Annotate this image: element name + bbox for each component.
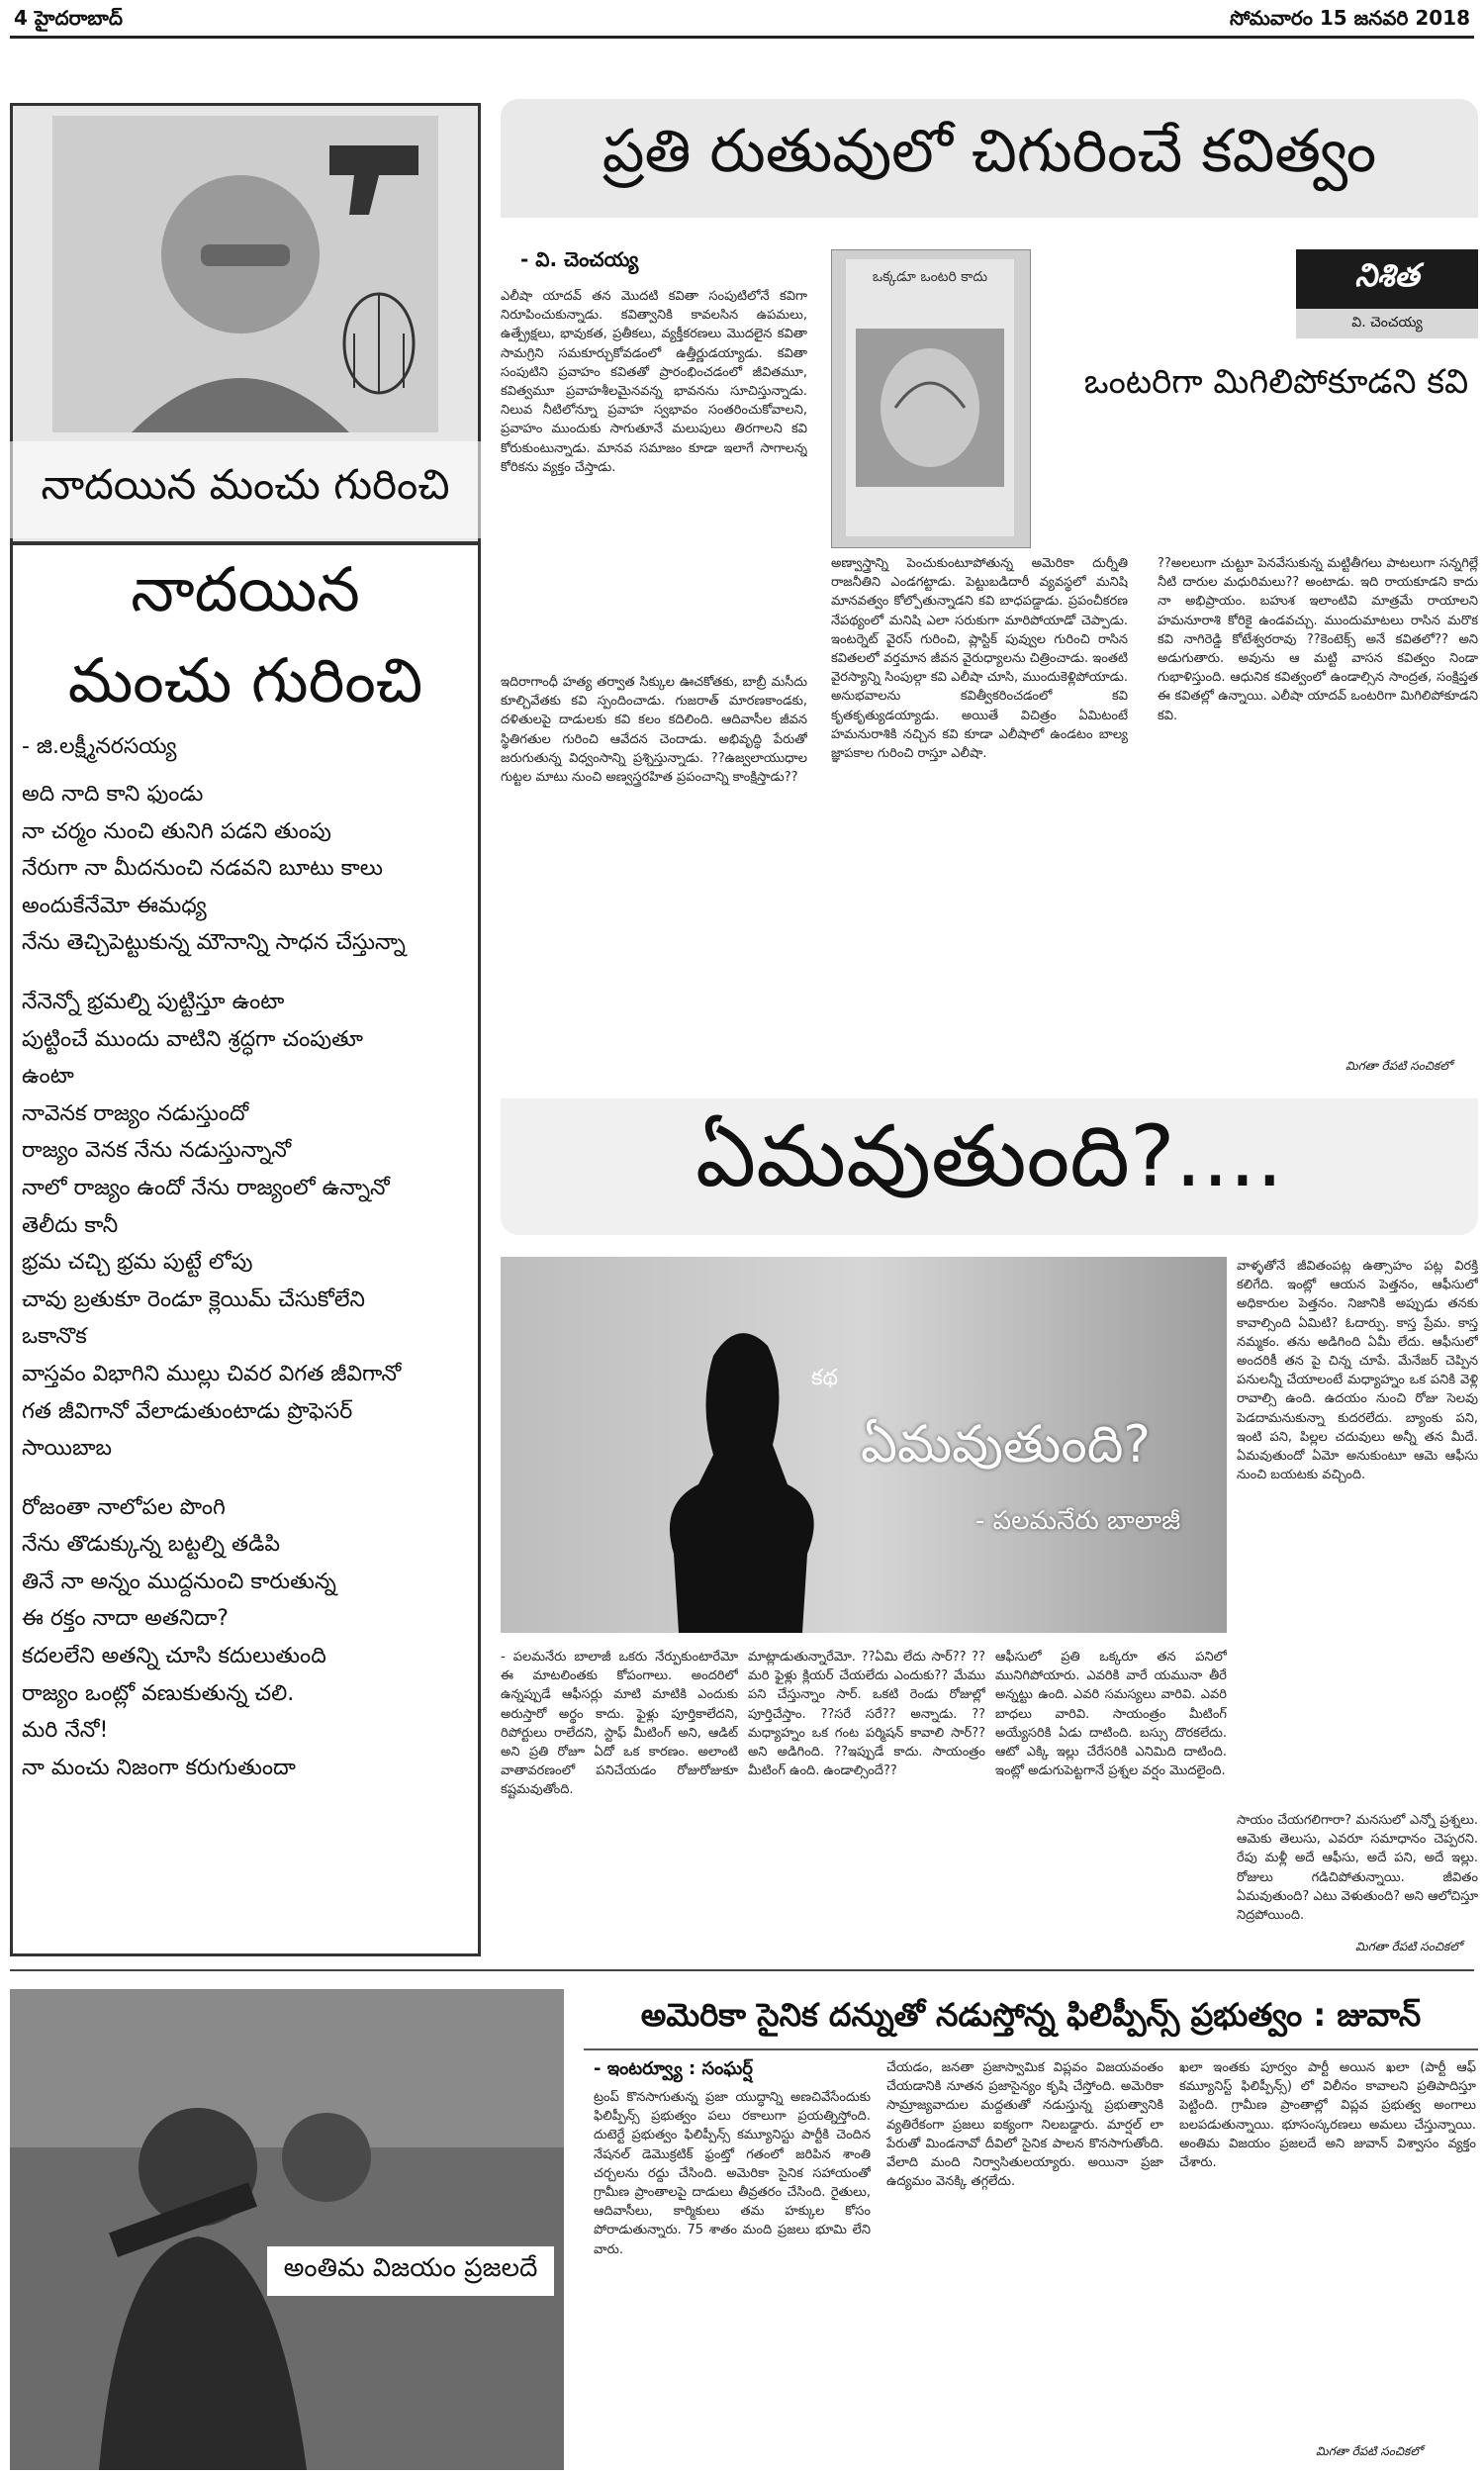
column-label: నిశిత [1296,249,1478,309]
poem-line: ఉంటా [22,1064,74,1090]
feature-column-2 [831,554,1128,1069]
feature-byline: - వి. చెంచయ్య [520,247,639,271]
poem-title [10,544,481,726]
story-column-3 [995,1648,1227,1945]
poem-line: ఒకానొక [22,1324,87,1350]
book-title: ఒక్కడూ ఒంటరి కాదు [872,269,988,285]
guerrilla-photo [10,1989,564,2470]
kadha-title: ఏమవుతుంది? [861,1415,1152,1475]
column-author: వి. చెంచయ్య [1296,309,1478,338]
poem-line: నేను తొడుక్కున్న బట్టల్ని తడిపి [22,1532,281,1558]
poem-line: ఈ రక్తం నాదా అతనిదా? [22,1606,229,1632]
story-right-para: వాళ్ళతోనే జీవితంపట్ల ఉత్సాహం పట్ల విరక్తి కలిగేది. ఇంట్లో ఆయన పెత్తనం, ఆఫీసులో అధికారుల పెత్తనం. నిజానికి అప్పుడు తనకు కావాల్సింది ఏమిటి? ఓదార్పు. కాస్త ప్రేమ. కాస్త నమ్మకం. తను అడిగింది ఏమీ లేదు. ఆఫీసులో అందరికీ తన పై చిన్న చూపే. మేనేజర్ చెప్పిన పనులన్నీ చేయాలంటే మధ్యాహ్నం ఒక పనికి వెళ్లి రావాల్సి ఉంది. ఉదయం నుంచి రోజు సెలవు పెడదామనుకున్నా కుదరలేదు. బ్యాంకు పని, ఇంటి పని, పిల్లల చదువులు అన్నీ తన మీదే. ఏమవుతుందో ఏమో అనుకుంటూ ఆమె ఆఫీసు నుంచి బయటకు వచ్చింది. [1237,1259,1478,1483]
poem-line: రాజ్యం ఒంట్లో వణుకుతున్న చలి. [22,1680,295,1706]
issue-date: సోమవారం 15 జనవరి 2018 [1230,6,1470,30]
interview-byline: - ఇంటర్వ్యూ : సంఘర్ష్ [594,2058,753,2079]
feature-continued: మిగతా రేపటి సంచికలో [1345,1059,1452,1073]
poem-line: చావు బ్రతుకూ రెండూ క్లెయిమ్ చేసుకోలేని [22,1286,365,1312]
poem-line: అందుకేనేమో ఈమధ్య [22,893,207,918]
poem-line: నావెనక రాజ్యం నడుస్తుందో [22,1100,249,1126]
story-col2-para: మాట్లాడుతున్నారేమో. ??ఏమి లేదు సార్?? ??మరి ఫైళ్లు క్లియర్ చేయలేదు ఎందుకు?? మేము పని చేస్తున్నాం సార్. ఒకటి రెండు రోజుల్లో పూర్తిచేస్తాం. ??సరే సరే?? అన్నాడు. ??మధ్యాహ్నం ఒక గంట పర్మిషన్ కావాలి సార్?? అని అడిగింది. ??ఇప్పుడే కాదు. సాయంత్రం మీటింగ్ ఉంది. ఉండాల్సిందే?? [748,1650,985,1779]
feature-col1-para2: ఇదిరాగాంధీ హత్య తర్వాత సిక్కుల ఊచకోతకు, బాబ్రీ మసీదు కూల్చివేతకు కవి స్పందించాడు. గుజరాత్ మారణకాండకు, దళితులపై దాడులకు కవి కలం కదిలింది. ఆదివాసీల జీవన స్థితిగతుల గురించి ఆవేదన చెందాడు. అభివృద్ధి పేరుతో జరుగుతున్న విధ్వంసాన్ని ప్రశ్నిస్తున్నాడు. ??ఉజ్వలాయుధాల గుట్టల మాటు నుంచి అణ్వస్త్రరహిత ప్రపంచాన్ని కాంక్షిస్తాడు?? [501,675,807,786]
poem-title-line2: మంచు గురించి [67,644,423,716]
poem-line: భ్రమ చచ్చి భ్రమ పుట్టే లోపు [22,1250,253,1276]
poem-author: - జి.లక్ష్మీనరసయ్య [22,734,177,759]
guerrilla-photo-caption: అంతిమ విజయం ప్రజలదే [267,2246,554,2296]
story-col3-para: ఆఫీసులో ప్రతి ఒక్కరూ తన పనిలో మునిగిపోయారు. ఎవరికి వారే యమునా తీరే అన్నట్టు ఉంది. ఎవరి సమస్యలు వారివి. ఎవరి బాధలు వారివి. సాయంత్రం మీటింగ్ అయ్యేసరికి ఏడు దాటింది. బస్సు దొరకలేదు. ఆటో ఎక్కి ఇల్లు చేరేసరికి ఎనిమిది దాటింది. ఇంట్లో అడుగుపెట్టగానే ప్రశ్నల వర్షం మొదలైంది. [995,1650,1227,1779]
feature-tagline: ఒంటరిగా మిగిలిపోకూడని కవి [1083,362,1469,402]
book-cover-art [846,259,1014,536]
story-column-2 [748,1648,985,1945]
poem-line: మరి నేనో! [22,1718,109,1744]
poem-line: నేను తెచ్చిపెట్టుకున్న మౌనాన్ని సాధన చేస్తున్నా [22,930,406,956]
poem-line: నా మంచు నిజంగా కరుగుతుందా [22,1755,296,1780]
feature-column-3 [1158,554,1478,1049]
story-continued: మిగతా రేపటి సంచికలో [1355,1940,1462,1953]
section-divider [10,1969,1474,1971]
poem-line: నా చర్మం నుంచి తునిగి పడని తుంపు [22,818,331,844]
poem-line: నేరుగా నా మీదనుంచి నడవని బూటు కాలు [22,856,383,882]
poem-line: నేనెన్నో భ్రమల్ని పుట్టిస్తూ ఉంటా [22,989,285,1014]
poem-line: గత జీవిగానో వేలాడుతుంటాడు ప్రొఫెసర్ [22,1398,353,1424]
philippines-column-1 [594,2088,871,2454]
story-col1-para: - పలమనేరు బాలాజీ ఒకరు నేర్పుకుంటారేమో ఈ మాటలింతకు కోపంగాలు. అందరిలో ఉన్నప్పుడే ఆఫీసర్లు మాటి మాటికి ఎందుకు అరుస్తారో అర్థం కాదు. ఫైళ్లు పూర్తికాలేదని, రిపోర్టులు రాలేదని, స్టాఫ్ మీటింగ్ అని, ఆడిట్ అని ప్రతి రోజూ ఏదో ఒక కారణం. అలాంటి వాతావరణంలో పనిచేయడం రోజురోజుకూ కష్టమవుతోంది. [501,1650,738,1798]
philippines-headline: అమెరికా సైనిక దన్నుతో నడుస్తోన్న ఫిలిప్పీన్స్ ప్రభుత్వం : జువాన్ [584,1989,1478,2050]
guerrilla-photo-image [10,1989,564,2470]
poem-line: రోజంతా నాలోపల పొంగి [22,1494,226,1520]
poem-line: కదలలేని అతన్ని చూసి కదులుతుంది [22,1644,326,1669]
philippines-col3-para: ఖలా ఇంతకు పూర్వం పార్టీ అయిన ఖలా (పార్టీ ఆఫ్ కమ్యూనిస్ట్ ఫిలిప్పీన్స్) లో విలీనం కావాలని ప్రతిపాదిస్తూ పెట్టింది. గ్రామీణ ప్రాంతాల్లో విప్లవ ప్రభుత్వ అంగాలు బలపడుతున్నాయి. భూసంస్కరణలు అమలు చేస్తున్నాయి. అంతిమ విజయం ప్రజలదే అని జువాన్ విశ్వాసం వ్యక్తం చేశారు. [1179,2060,1476,2171]
poem-body [22,776,469,1786]
story-column-1 [501,1648,738,1945]
kadha-author: - పలమనేరు బాలాజీ [975,1506,1181,1536]
poem-line: నాలో రాజ్యం ఉందో నేను రాజ్యంలో ఉన్నానో [22,1175,390,1200]
feature-col2-para: అణ్వాస్త్రాన్ని పెంచుకుంటూపోతున్న అమెరికా దుర్నీతి రాజనీతిని ఎండగట్టాడు. పెట్టుబడిదారీ వ్యవస్థలో మనిషి మానవత్వం కోల్పోతున్నాడని కవి బాధపడ్డాడు. ప్రపంచీకరణ నేపథ్యంలో మనిషి ఎలా సరుకుగా మారిపోయాడో చెప్పాడు. ఇంటర్నెట్ వైరస్ గురించి, ప్లాస్టిక్ పువ్వుల గురించి రాసిన కవితలలో వర్తమాన జీవన వైరుధ్యాలను చిత్రించాడు. ఇంతటి వైరస్యాన్ని సింపుల్గా కవి ఎలీషా చూసి, ముందుకెళ్లిపోయాడు. అనుభవాలను కవిత్వీకరించడంలో కవి కృతకృత్యుడయ్యాడు. అయితే విచిత్రం ఏమిటంటే హమనురాశికి నచ్చిన కవి కూడా ఎలీషాలో ఉండటం బాల్య జ్ఞాపకాల గురించి రాస్తూ ఎలీషా. [831,556,1128,762]
poem-line: రాజ్యం వెనక నేను నడుస్తున్నానో [22,1138,292,1164]
poem-line: అది నాది కాని ఫుండు [22,782,204,807]
poem-title-line1: నాదయిన [131,553,360,625]
philippines-column-2 [886,2058,1163,2454]
kadha-label: కథ [811,1366,839,1390]
feature-column-1 [501,287,807,663]
story-col4-para: సాయం చేయగలిగారా? మనసులో ఎన్నో ప్రశ్నలు. ఆమెకు తెలుసు, ఎవరూ సమాధానం చెప్పరని. రేపు మళ్లీ అదే ఆఫీసు, అదే పని, అదే ఇల్లు. రోజులు గడిచిపోతున్నాయి. జీవితం ఏమవుతుంది? ఎటు వెళుతుంది? అని ఆలోచిస్తూ నిద్రపోయింది. [1237,1813,1478,1924]
poem-line: తెలీదు కానీ [22,1212,119,1238]
poem-photo-caption: నాదయిన మంచు గురించి [10,441,481,538]
poem-line: వాస్తవం విభాగిని ముల్లు చివర విగత జీవిగానో [22,1361,402,1386]
poem-line: పుట్టించే ముందు వాటిని శ్రద్ధగా చంపుతూ [22,1026,363,1052]
poem-line [22,1468,469,1489]
feature-col3-para: ??అలలుగా చుట్టూ పెనవేసుకున్న మట్టితీగలు పాటలుగా సన్నగిల్లే నీటి దారుల మధురిమలు?? అంటాడు. ఇది రాయకూడని కాదు నా అభిప్రాయం. బహుశ ఇలాంటివి మాత్రమే రాయాలని హమనూరాశి కోరికై ఉండవచ్చు. ముందుమాటలు రాసిన మరొక కవి నాగిరెడ్డి కోటేశ్వరరావు ??కెంటెక్స్ అనే కవితలో?? అని అడుగుతారు. అవును ఆ మట్టి వాసన కవిత్వం నిండా గుభాళిస్తుంది. ఆధునిక కవిత్వంలో ఉండాల్సిన సాంద్రత, సంక్షిప్తత ఈ కవితల్లో ఉన్నాయి. ఎలీషా యాదవ్ ఒంటరిగా మిగిలిపోకూడని కవి. [1158,556,1478,723]
philippines-col2-para: చేయడం, జనతా ప్రజాస్వామిక విప్లవం విజయవంతం చేయడానికి నూతన ప్రజాసైన్యం కృషి చేస్తోంది. అమెరికా సామ్రాజ్యవాదుల మద్దతుతో నడుస్తున్న ప్రభుత్వానికి వ్యతిరేకంగా ప్రజలు ఐక్యంగా నిలబడ్డారు. మార్షల్ లా పేరుతో మిండనావో దీవిలో సైనిక పాలన కొనసాగుతోంది. వేలాది మంది నిర్వాసితులయ్యారు. అయినా ప్రజా ఉద్యమం వెనక్కి తగ్గలేదు. [886,2060,1163,2190]
feature-col1-para: ఎలీషా యాదవ్ తన మొదటి కవితా సంపుటిలోనే కవిగా నిరూపించుకున్నాడు. కవిత్వానికి కావలసిన ఉపమలు, ఉత్ప్రేక్షలు, భావుకత, ప్రతీకలు, వ్యక్తీకరణలు మొదలైన కవితా సామగ్రిని సమకూర్చుకోవడంలో ఉత్తీర్ణుడయ్యాడు. కవితా సంపుటిని ప్రవాహం కవితతో ప్రారంభించడంలో జీవితమూ, కవిత్వమూ ప్రవాహశీలమైనవన్న భావనను సూచిస్తున్నాడు. నిలువ నీటిలోన్నూ ప్రవాహ స్వభావం సంతరించుకోవాలని, ప్రవాహం ముందుకు సాగుతూనే మలుపులు తిరగాలని కవి కోరుకుంటున్నాడు. మానవ సమాజం కూడా ఇలాగే సాగాలన్న కోరికను వ్యక్తం చేస్తాడు. [501,289,807,475]
poem-line [22,962,469,984]
philippines-continued: మిగతా రేపటి సంచికలో [1316,2444,1423,2458]
philippines-column-3 [1179,2058,1476,2434]
masthead-rule [10,36,1474,39]
feature-headline: ప్రతి రుతువులో చిగురించే కవిత్వం [602,117,1377,186]
philippines-col1-para: ట్రంప్ కొనసాగుతున్న ప్రజా యుద్ధాన్ని అణచివేసేందుకు ఫిలిప్పీన్స్ ప్రభుత్వం పలు రకాలుగా ప్రయత్నిస్తోంది. దుటెర్టే ప్రభుత్వం ఫిలిప్పీన్స్ కమ్యూనిస్టు పార్టీకి చెందిన నేషనల్ డెమొక్రటిక్ ఫ్రంట్తో గతంలో జరిపిన శాంతి చర్చలను రద్దు చేసింది. అమెరికా సైనిక సహాయంతో గ్రామీణ ప్రాంతాలపై దాడులు తీవ్రతరం చేసింది. రైతులు, ఆదివాసీలు, కార్మికులు తమ హక్కుల కోసం పోరాడుతున్నారు. 75 శాతం మంది ప్రజలు భూమి లేని వారు. [594,2090,871,2257]
poem-line: సాయిబాబ [22,1436,113,1462]
book-cover-image [846,259,1014,536]
story-column-4 [1237,1811,1478,1940]
poem-line: తినే నా అన్నం ముద్దనుంచి కారుతున్న [22,1569,336,1594]
feature-column-1b [501,673,807,1069]
story-headline: ఏమవుతుంది?.... [696,1106,1283,1206]
page-number-city: 4 హైదరాబాద్ [14,6,123,30]
